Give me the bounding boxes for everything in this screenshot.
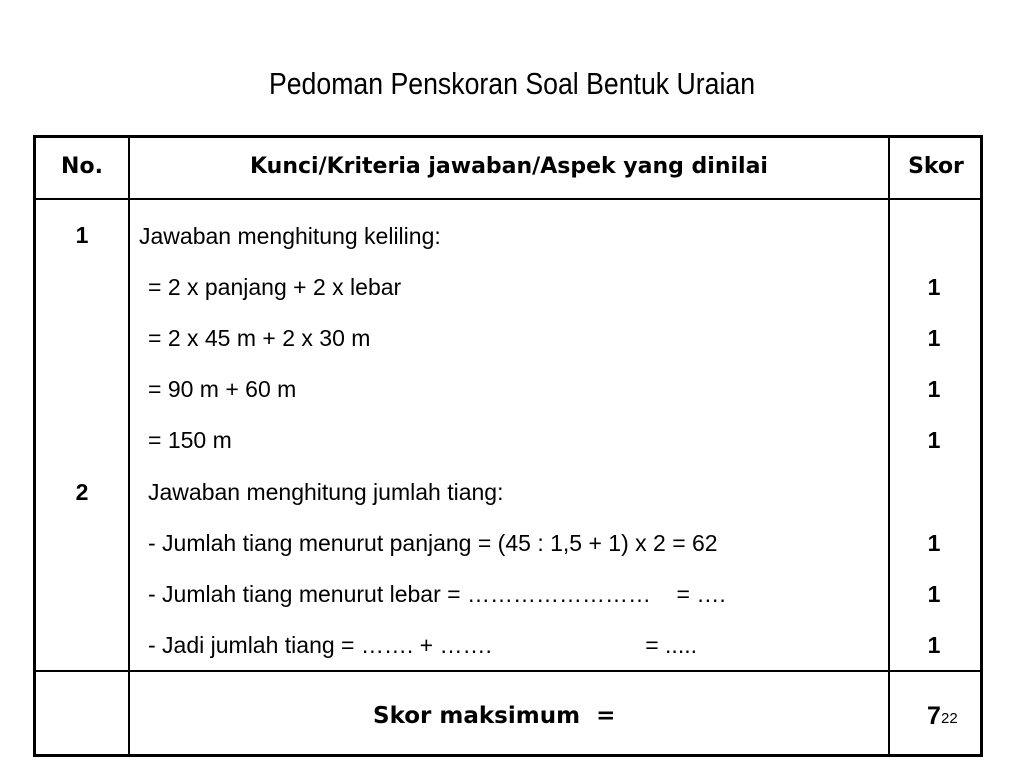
row-score: 1 [927,325,941,351]
header-divider [36,198,980,200]
page-number: 22 [941,710,958,727]
table-row-text: = 90 m + 60 m [148,376,297,402]
header-criteria: Kunci/Kriteria jawaban/Aspek yang dinilai [250,154,768,179]
row-number: 2 [75,479,89,505]
row-score: 1 [927,376,941,402]
row-score: 1 [927,530,941,556]
table-row-text: Jawaban menghitung jumlah tiang: [148,479,504,505]
row-score: 1 [927,581,941,607]
table-row-text: = 2 x panjang + 2 x lebar [148,274,402,300]
table-row-text: - Jumlah tiang menurut panjang = (45 : 1,5 + 1) x 2 = 62 [148,530,718,556]
table-row-text: - Jadi jumlah tiang = ……. + ……. = ..... [148,632,697,658]
row-score: 1 [927,427,941,453]
column-divider-1 [128,138,130,754]
row-number: 1 [75,222,89,248]
header-no: No. [61,154,103,179]
row-score: 1 [927,632,941,658]
slide-title: Pedoman Penskoran Soal Bentuk Uraian [268,66,756,101]
table-row-text: = 2 x 45 m + 2 x 30 m [148,325,371,351]
header-score: Skor [908,154,964,179]
row-score: 1 [927,274,941,300]
table-row-text: = 150 m [148,427,232,453]
footer-divider [36,670,980,672]
scoring-table [33,135,983,757]
max-score-label: Skor maksimum = [373,703,616,729]
max-score-value: 7 [927,702,941,730]
table-row-text: Jawaban menghitung keliling: [139,223,441,249]
table-row-text: - Jumlah tiang menurut lebar = …………………… = …. [148,581,726,607]
